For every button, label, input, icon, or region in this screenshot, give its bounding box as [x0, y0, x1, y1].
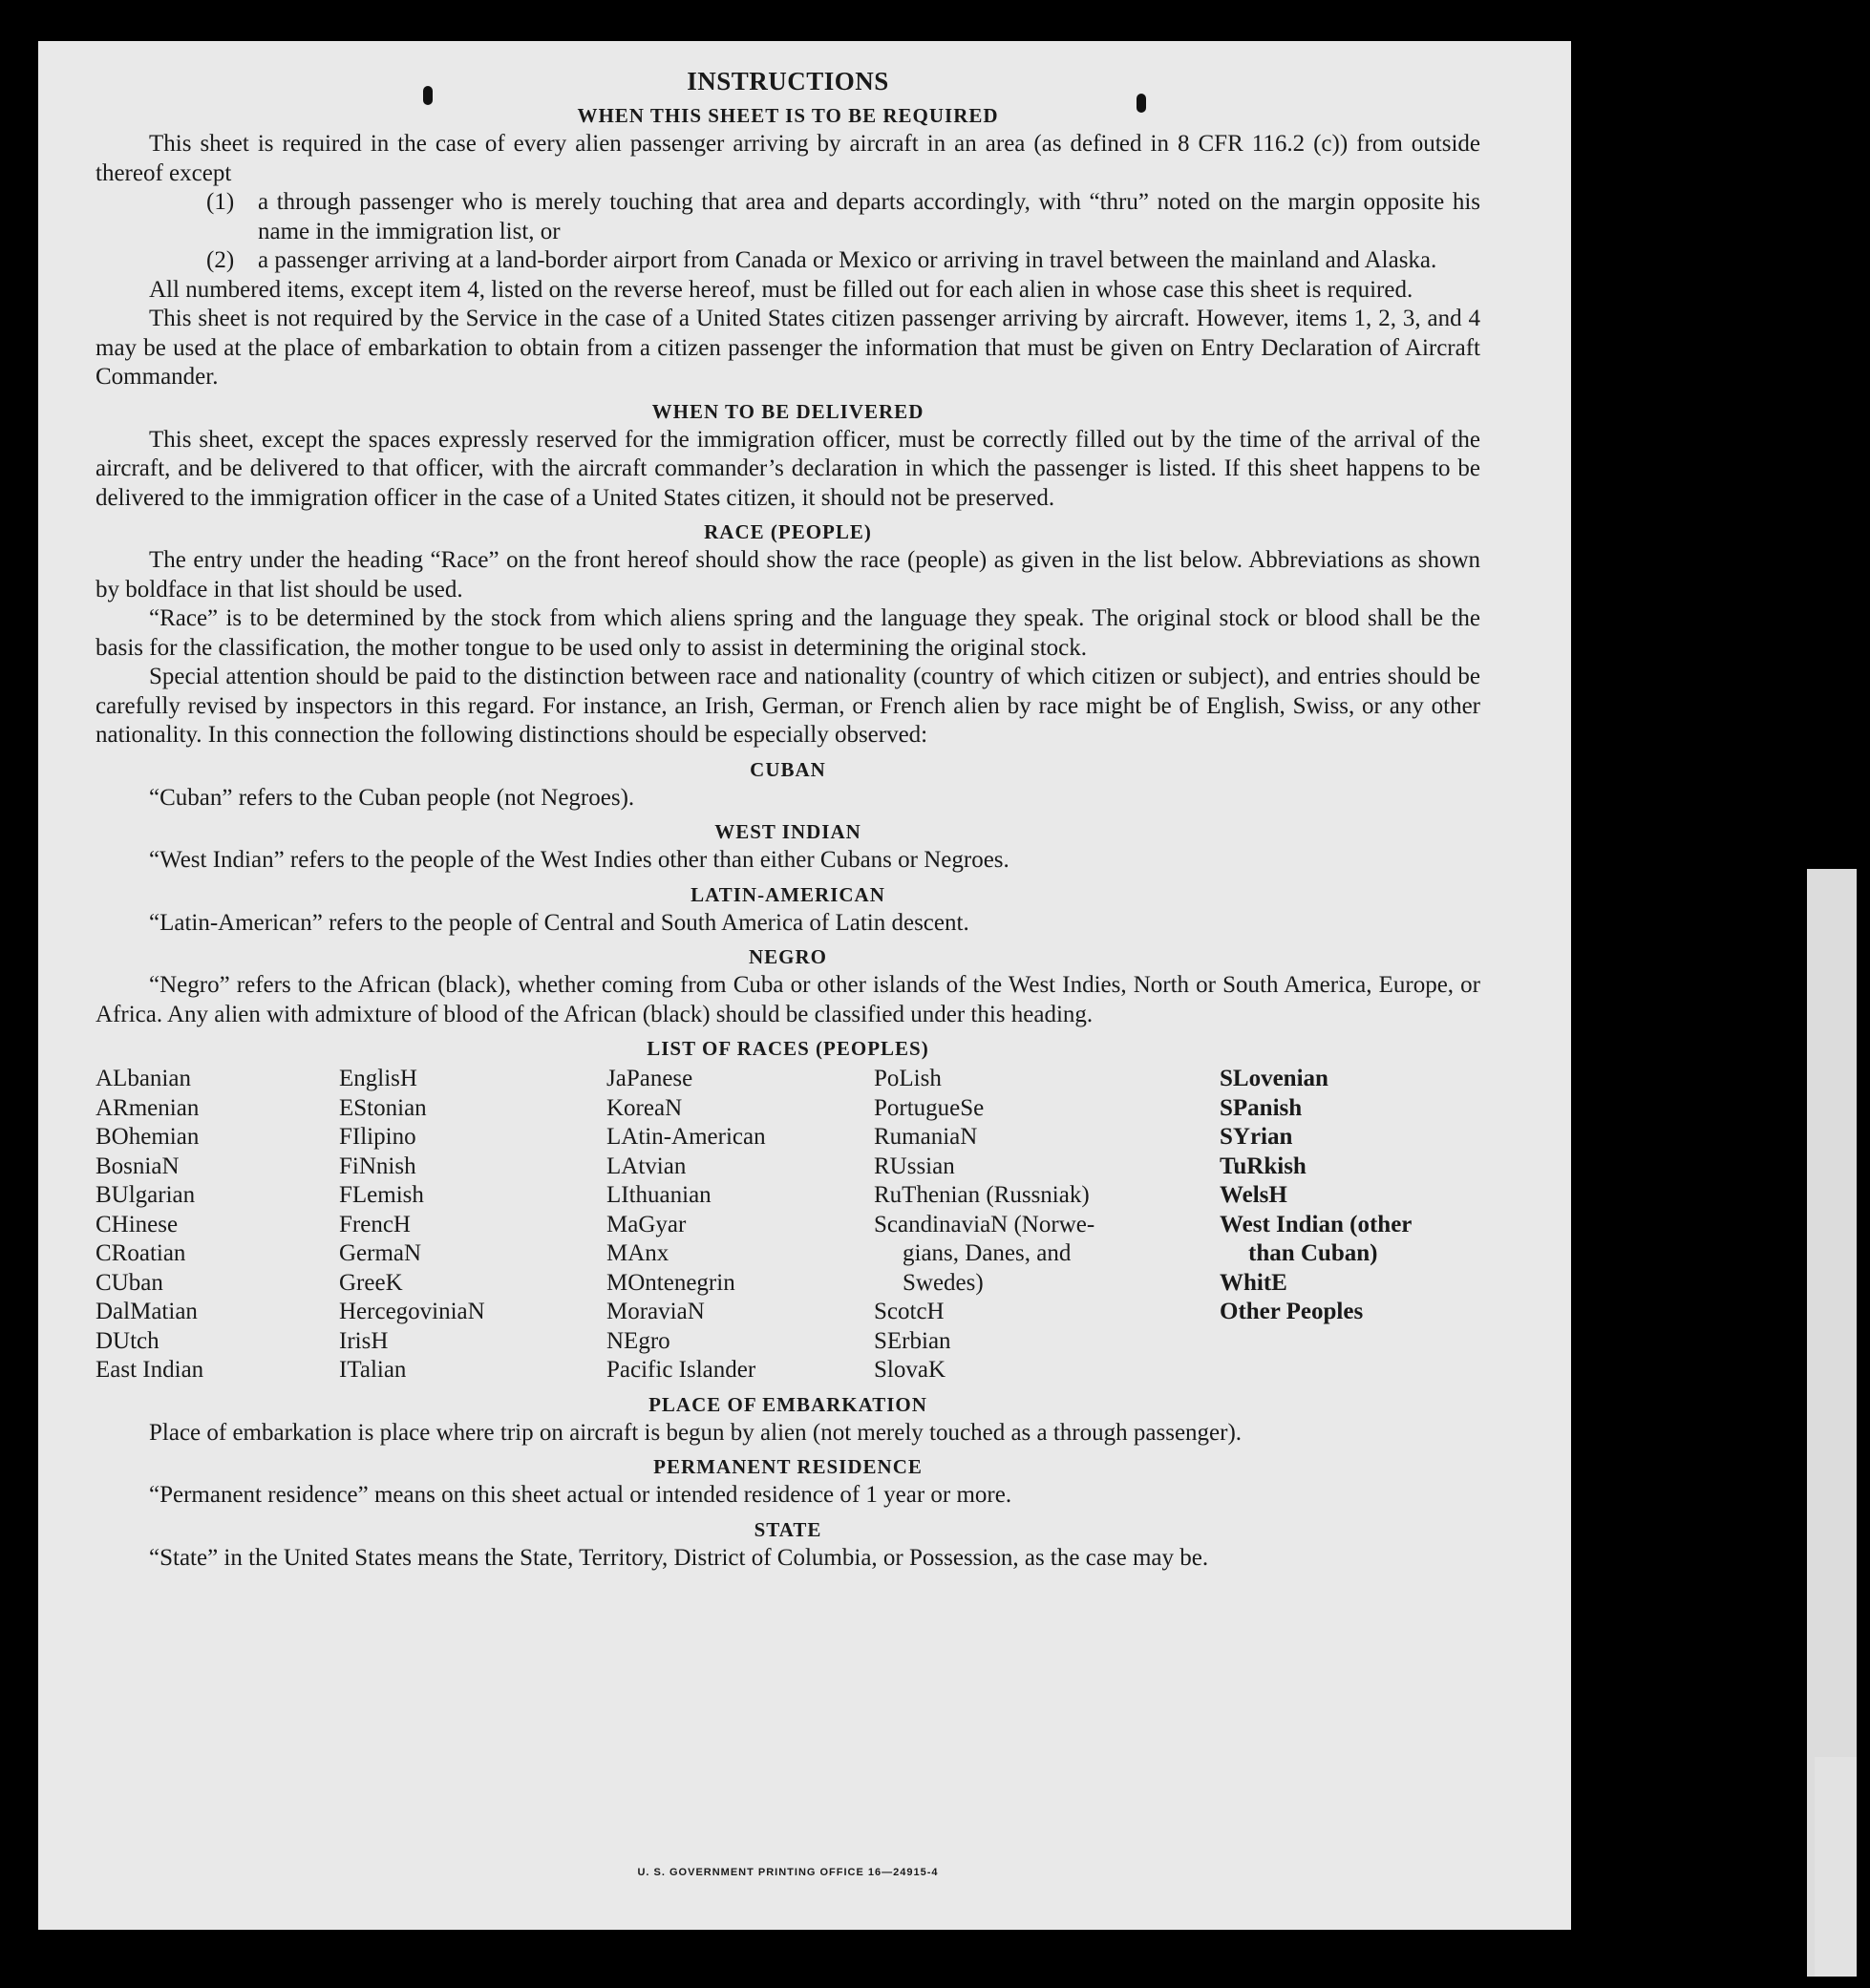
- race-entry: SLovenian: [1220, 1066, 1328, 1091]
- paragraph: “State” in the United States means the State, Territory, District of Columbia, or Possession, as the case may be.: [149, 1544, 1209, 1571]
- race-entry: ARmenian: [96, 1094, 200, 1121]
- paragraph: “Cuban” refers to the Cuban people (not Negroes).: [149, 784, 635, 811]
- race-entry: West Indian (other: [1220, 1211, 1413, 1237]
- races-column-2: [339, 1065, 606, 1385]
- race-entry: HercegoviniaN: [339, 1299, 485, 1324]
- race-entry: MoraviaN: [606, 1299, 705, 1324]
- page-title: INSTRUCTIONS: [687, 67, 889, 95]
- race-entry: MAnx: [606, 1240, 669, 1266]
- race-entry: East Indian: [96, 1357, 204, 1383]
- heading-cuban: CUBAN: [750, 757, 826, 781]
- race-entry: TuRkish: [1220, 1153, 1307, 1179]
- race-entry: CRoatian: [96, 1240, 186, 1266]
- race-entry: IrisH: [339, 1327, 389, 1354]
- race-entry: SErbian: [874, 1327, 951, 1354]
- race-entry: SYrian: [1220, 1124, 1293, 1150]
- race-entry: WhitE: [1220, 1269, 1287, 1296]
- race-entry: BOhemian: [96, 1124, 200, 1150]
- race-entry: DUtch: [96, 1327, 159, 1354]
- race-entry: RuThenian (Russniak): [874, 1182, 1090, 1208]
- race-entry: MOntenegrin: [606, 1269, 735, 1296]
- heading-place-of-embarkation: PLACE OF EMBARKATION: [648, 1392, 927, 1416]
- race-entry: ScotcH: [874, 1299, 945, 1324]
- paragraph: “Race” is to be determined by the stock from which aliens spring and the language they speak. The original stock or blood shall be the basis for the classification, the mother tongue to be used only to assist in determining the original stock.: [96, 605, 1480, 661]
- item-text: a passenger arriving at a land-border airport from Canada or Mexico or arriving in travel between the mainland and Alaska.: [258, 247, 1437, 273]
- item-text: a through passenger who is merely touching that area and departs accordingly, with “thru” noted on the margin opposite his name in the immigration list, or: [258, 189, 1480, 244]
- printer-imprint: U. S. GOVERNMENT PRINTING OFFICE 16—24915-4: [637, 1867, 939, 1878]
- race-entry: GreeK: [339, 1269, 403, 1296]
- heading-state: STATE: [754, 1517, 822, 1541]
- race-entry: BUlgarian: [96, 1182, 196, 1208]
- heading-latin-american: LATIN-AMERICAN: [691, 882, 885, 906]
- paragraph: “Negro” refers to the African (black), whether coming from Cuba or other islands of the West Indies, North or South America, Europe, or Africa. Any alien with admixture of blood of the African (black) should be classified under this heading.: [96, 972, 1480, 1027]
- paragraph: This sheet is not required by the Service in the case of a United States citizen passenger arriving by aircraft. However, items 1, 2, 3, and 4 may be used at the place of embarkation to obtain from a citizen passenger the information that must be given on Entry Declaration of Aircraft Commander.: [96, 306, 1480, 390]
- race-entry: Pacific Islander: [606, 1357, 756, 1383]
- list-item: [96, 246, 1480, 276]
- race-entry: than Cuban): [1248, 1240, 1378, 1266]
- paragraph: All numbered items, except item 4, listed on the reverse hereof, must be filled out for each alien in whose case this sheet is required.: [149, 276, 1413, 303]
- item-number: (2): [206, 247, 235, 273]
- races-column-3: [606, 1065, 874, 1385]
- race-entry: RUssian: [874, 1153, 955, 1179]
- race-entry: BosniaN: [96, 1153, 180, 1179]
- list-item: [96, 188, 1480, 246]
- race-entry: SlovaK: [874, 1357, 946, 1383]
- race-entry: RumaniaN: [874, 1124, 978, 1150]
- paragraph: Special attention should be paid to the distinction between race and nationality (country of which citizen or subject), and entries should be carefully revised by inspectors in this regard. For instance, an Irish, German, or French alien by race might be of English, Swiss, or any other nationality. In this connection the following distinctions should be especially observed:: [96, 664, 1480, 748]
- race-entry: JaPanese: [606, 1066, 693, 1091]
- race-entry: FiNnish: [339, 1153, 416, 1179]
- heading-race: RACE (PEOPLE): [704, 520, 872, 543]
- adjacent-page-edge-lower: [1815, 1757, 1857, 1977]
- race-entry: LAtin-American: [606, 1124, 766, 1150]
- race-entry: PortugueSe: [874, 1094, 985, 1121]
- heading-list-of-races: LIST OF RACES (PEOPLES): [647, 1037, 929, 1060]
- paragraph: The entry under the heading “Race” on the front hereof should show the race (people) as given in the list below. Abbreviations as shown by boldface in that list should be used.: [96, 547, 1480, 603]
- race-entry: ScandinaviaN (Norwe-: [874, 1211, 1095, 1237]
- race-entry: EStonian: [339, 1094, 427, 1121]
- paragraph: This sheet, except the spaces expressly reserved for the immigration officer, must be correctly filled out by the time of the arrival of the aircraft, and be delivered to that officer, with the aircraft commander’s declaration in which the passenger is listed. If this sheet happens to be delivered to the immigration officer in the case of a United States citizen, it should not be preserved.: [96, 426, 1480, 511]
- paragraph: This sheet is required in the case of every alien passenger arriving by aircraft in an area (as defined in 8 CFR 116.2 (c)) from outside thereof except: [96, 131, 1480, 186]
- item-number: (1): [206, 189, 235, 215]
- races-column-5: [1220, 1065, 1477, 1385]
- race-entry: NEgro: [606, 1327, 670, 1354]
- races-column-1: [96, 1065, 339, 1385]
- race-entry: MaGyar: [606, 1211, 687, 1237]
- races-list: [96, 1065, 1480, 1385]
- race-entry: Other Peoples: [1220, 1299, 1364, 1324]
- heading-when-delivered: WHEN TO BE DELIVERED: [651, 399, 924, 423]
- race-entry: CHinese: [96, 1211, 179, 1237]
- instructions-content: [96, 67, 1480, 1878]
- paragraph: Place of embarkation is place where trip on aircraft is begun by alien (not merely touched as a through passenger).: [149, 1419, 1243, 1446]
- race-entry: FrencH: [339, 1211, 411, 1237]
- heading-when-required: WHEN THIS SHEET IS TO BE REQUIRED: [577, 104, 999, 127]
- race-entry: Swedes): [903, 1269, 984, 1296]
- race-entry: ALbanian: [96, 1066, 191, 1091]
- race-entry: FLemish: [339, 1182, 424, 1208]
- race-entry: EnglisH: [339, 1066, 417, 1091]
- paragraph: “Latin-American” refers to the people of Central and South America of Latin descent.: [149, 909, 969, 936]
- heading-permanent-residence: PERMANENT RESIDENCE: [653, 1455, 923, 1478]
- paragraph: “West Indian” refers to the people of the West Indies other than either Cubans or Negroes.: [149, 847, 1009, 873]
- race-entry: WelsH: [1220, 1182, 1287, 1208]
- race-entry: PoLish: [874, 1066, 942, 1091]
- heading-negro: NEGRO: [748, 945, 827, 968]
- race-entry: KoreaN: [606, 1094, 683, 1121]
- paragraph: “Permanent residence” means on this sheet actual or intended residence of 1 year or more.: [149, 1482, 1012, 1508]
- race-entry: ITalian: [339, 1357, 407, 1383]
- race-entry: gians, Danes, and: [903, 1240, 1072, 1266]
- race-entry: SPanish: [1220, 1094, 1303, 1121]
- race-entry: LAtvian: [606, 1153, 687, 1179]
- races-column-4: [874, 1065, 1220, 1385]
- race-entry: DalMatian: [96, 1299, 198, 1324]
- race-entry: GermaN: [339, 1240, 422, 1266]
- race-entry: CUban: [96, 1269, 163, 1296]
- race-entry: FIlipino: [339, 1124, 416, 1150]
- race-entry: LIthuanian: [606, 1182, 712, 1208]
- heading-west-indian: WEST INDIAN: [714, 820, 861, 843]
